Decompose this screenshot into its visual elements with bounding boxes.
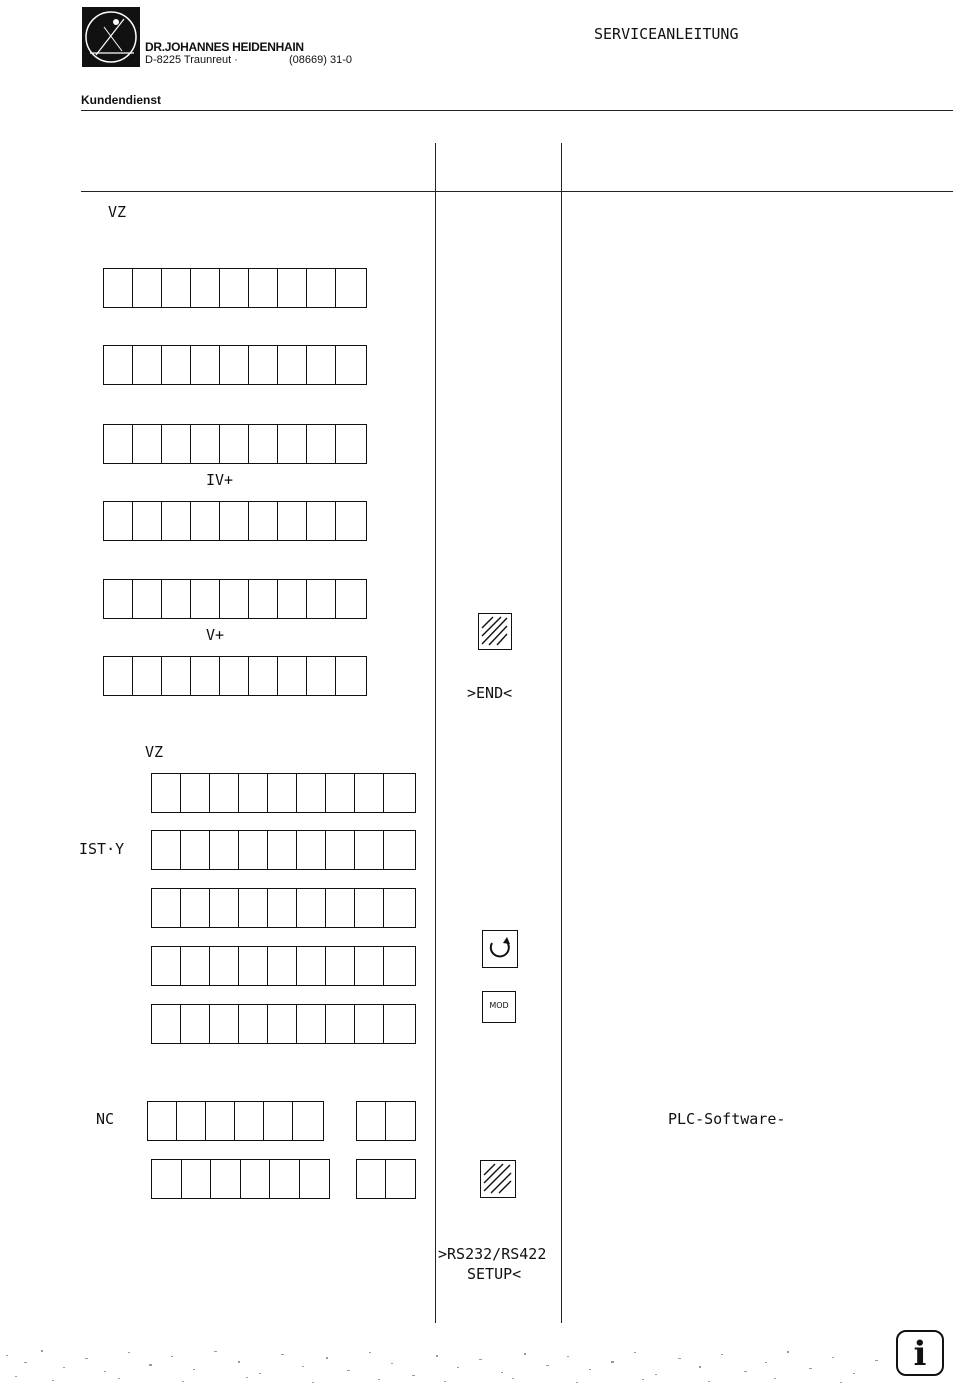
header-rule xyxy=(81,110,953,111)
info-glyph: i xyxy=(913,1334,927,1374)
digit-display-row xyxy=(151,1159,330,1199)
digit-display-row xyxy=(151,773,416,813)
label-ist-y: IST·Y xyxy=(79,840,125,858)
digit-display-row xyxy=(103,424,367,464)
rs232-label: >RS232/RS422 xyxy=(438,1245,547,1263)
digit-display-row xyxy=(151,830,416,870)
digit-display-row xyxy=(356,1159,416,1199)
label-vz: VZ xyxy=(108,203,127,221)
info-icon[interactable] xyxy=(896,1330,944,1376)
hatched-key-icon xyxy=(480,1160,516,1198)
digit-display-row xyxy=(147,1101,324,1141)
company-name: DR.JOHANNES HEIDENHAIN xyxy=(145,40,304,54)
company-phone: (08669) 31-0 xyxy=(289,54,352,66)
digit-display-row xyxy=(151,1004,416,1044)
digit-display-row xyxy=(356,1101,416,1141)
table-header-rule xyxy=(81,191,953,192)
department-label: Kundendienst xyxy=(81,93,161,107)
digit-display-row xyxy=(103,656,367,696)
plc-software-label: PLC-Software- xyxy=(668,1110,786,1128)
heidenhain-logo-icon xyxy=(82,7,140,67)
hatched-key-icon xyxy=(478,613,512,650)
digit-display-row xyxy=(103,268,367,308)
digit-display-row xyxy=(103,501,367,541)
scan-noise xyxy=(0,1340,962,1389)
digit-display-row xyxy=(151,888,416,928)
digit-display-row xyxy=(103,345,367,385)
company-address: D-8225 Traunreut · xyxy=(145,54,238,66)
column-divider-left xyxy=(435,143,436,1323)
document-title: SERVICEANLEITUNG xyxy=(594,25,739,43)
cycle-arrow-icon xyxy=(482,930,518,968)
column-divider-right xyxy=(561,143,562,1323)
end-label: >END< xyxy=(467,684,513,702)
label-nc: NC xyxy=(96,1110,115,1128)
digit-display-row xyxy=(151,946,416,986)
label-iv-plus: IV+ xyxy=(206,471,234,489)
label-v-plus: V+ xyxy=(206,626,225,644)
digit-display-row xyxy=(103,579,367,619)
label-vz: VZ xyxy=(145,743,164,761)
mod-key-label: MOD xyxy=(489,1001,509,1010)
setup-label: SETUP< xyxy=(467,1265,522,1283)
mod-key xyxy=(482,991,516,1023)
